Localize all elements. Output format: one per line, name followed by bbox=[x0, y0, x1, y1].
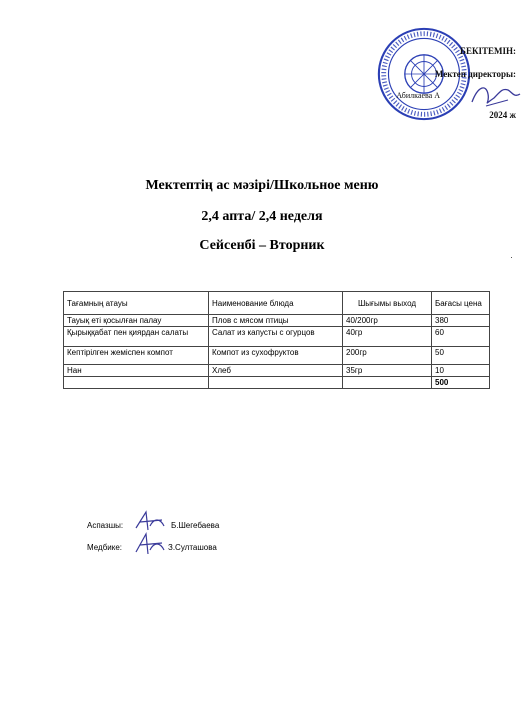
table-total-row bbox=[64, 377, 490, 389]
cell-price: 50 bbox=[432, 347, 490, 365]
cell-name-kz: Нан bbox=[64, 365, 209, 377]
cook-label: Аспазшы: bbox=[87, 521, 124, 530]
cell-name-kz: Кептірілген жеміспен компот bbox=[64, 347, 209, 365]
approval-date: 2024 ж bbox=[489, 110, 516, 120]
cook-name: Б.Шегебаева bbox=[171, 521, 220, 530]
cell-empty bbox=[209, 377, 343, 389]
header-output: Шығымы выход bbox=[343, 292, 432, 315]
cell-output: 200гр bbox=[343, 347, 432, 365]
cell-name-kz: Тауық еті қосылған палау bbox=[64, 315, 209, 327]
stray-dot bbox=[511, 257, 512, 258]
table-row bbox=[64, 327, 490, 347]
cell-name-ru: Плов с мясом птицы bbox=[209, 315, 343, 327]
cell-price: 380 bbox=[432, 315, 490, 327]
nurse-label: Медбике: bbox=[87, 543, 123, 552]
cell-price: 60 bbox=[432, 327, 490, 347]
table-row bbox=[64, 347, 490, 365]
cell-output: 40гр bbox=[343, 327, 432, 347]
director-signature bbox=[468, 80, 524, 110]
cell-total: 500 bbox=[432, 377, 490, 389]
approval-position: Мектеп директоры: bbox=[434, 69, 516, 79]
header-name-ru: Наименование блюда bbox=[209, 292, 343, 315]
header-price: Бағасы цена bbox=[432, 292, 490, 315]
cell-price: 10 bbox=[432, 365, 490, 377]
header-name-kz: Тағамның атауы bbox=[64, 292, 209, 315]
nurse-signature bbox=[132, 530, 168, 558]
nurse-name: З.Султашова bbox=[168, 543, 217, 552]
cell-name-ru: Компот из сухофруктов bbox=[209, 347, 343, 365]
cell-output: 35гр bbox=[343, 365, 432, 377]
cell-name-ru: Хлеб bbox=[209, 365, 343, 377]
menu-table bbox=[63, 291, 490, 389]
approval-heading: БЕКІТЕМІН: bbox=[460, 46, 516, 56]
cell-empty bbox=[343, 377, 432, 389]
menu-title: Мектептің ас мәзірі/Школьное меню bbox=[145, 178, 379, 193]
table-header-row bbox=[64, 292, 490, 315]
day-title: Сейсенбі – Вторник bbox=[199, 238, 325, 253]
cell-output: 40/200гр bbox=[343, 315, 432, 327]
approval-name: Абилкаева А bbox=[396, 91, 440, 100]
week-title: 2,4 апта/ 2,4 неделя bbox=[201, 209, 323, 224]
cell-name-ru: Салат из капусты с огурцов bbox=[209, 327, 343, 347]
cell-name-kz: Қырыққабат пен қиярдан салаты bbox=[64, 327, 209, 347]
table-row bbox=[64, 315, 490, 327]
cell-empty bbox=[64, 377, 209, 389]
table-row bbox=[64, 365, 490, 377]
